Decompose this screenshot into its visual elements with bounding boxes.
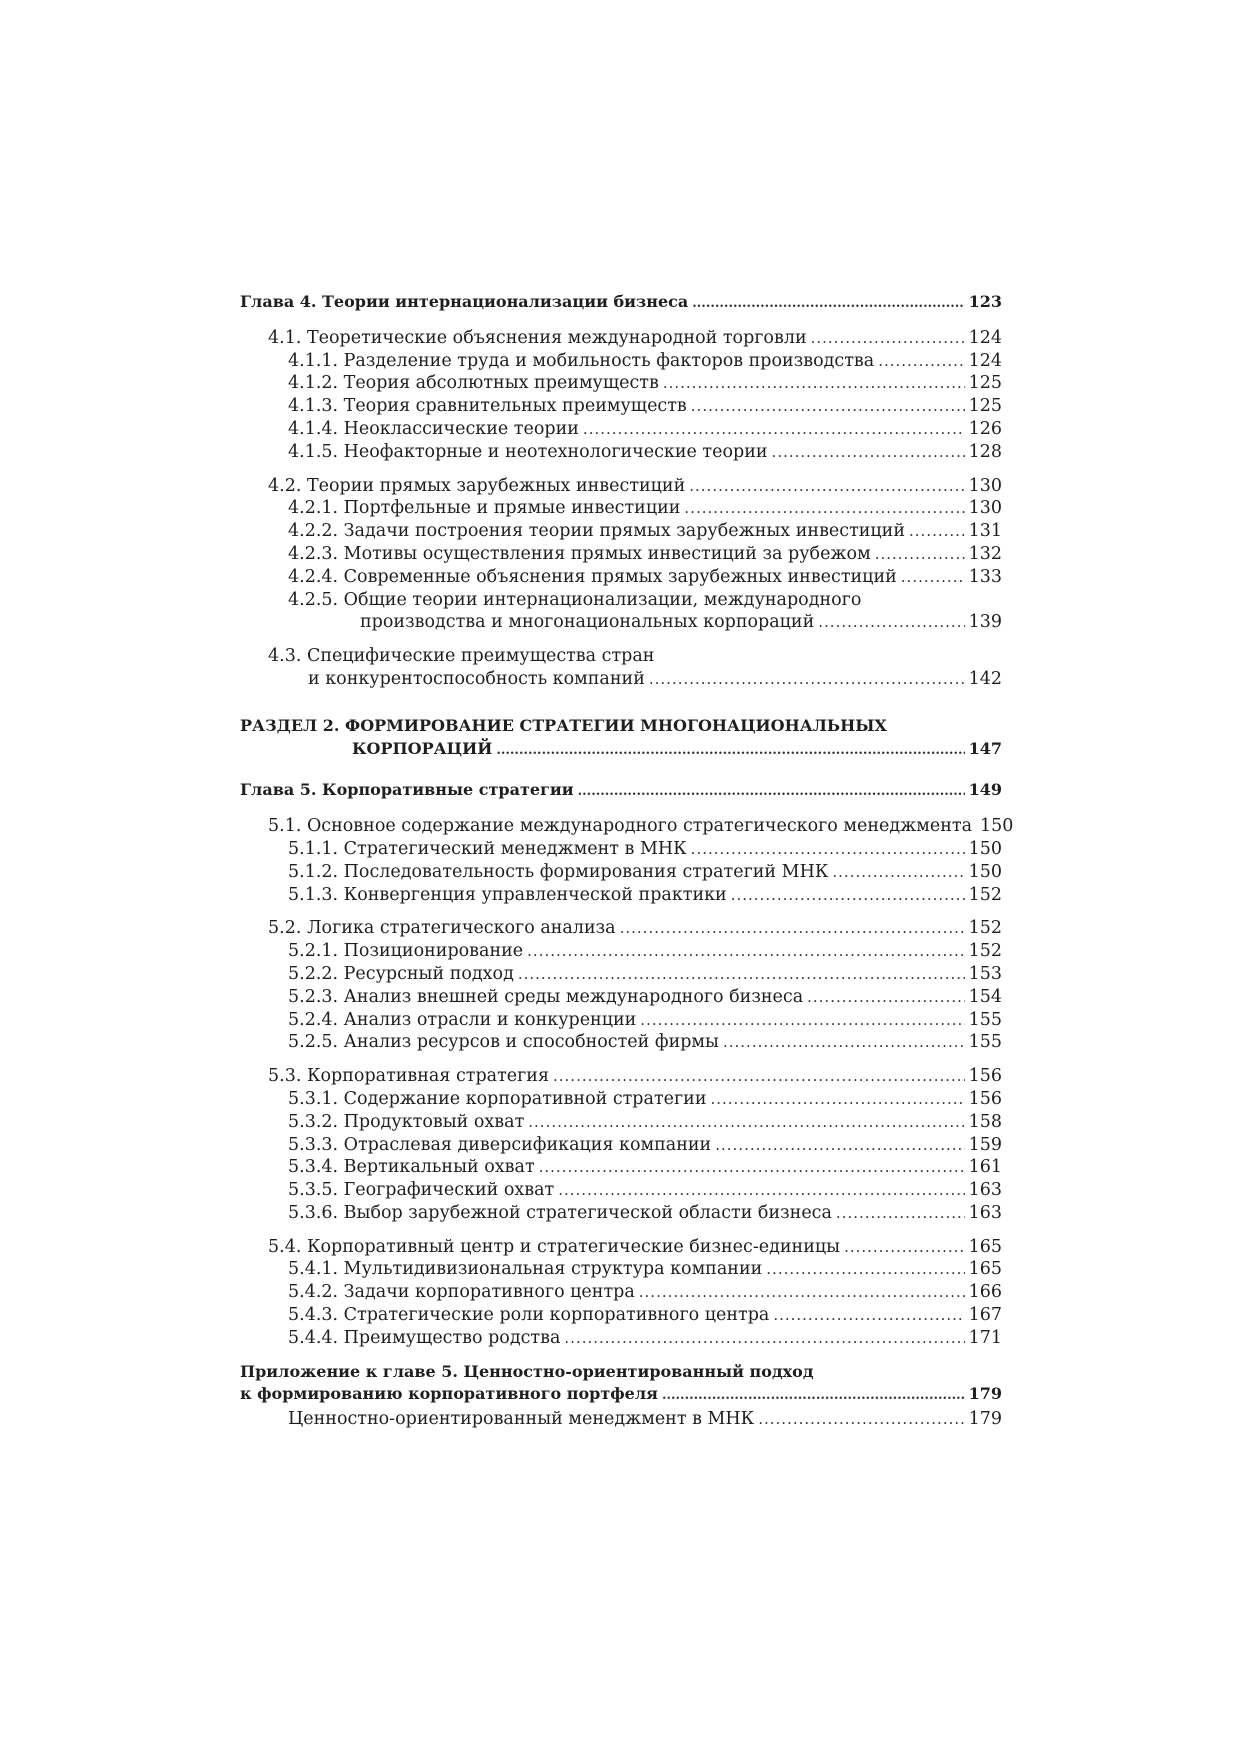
toc-entry-title: 4.1.2. Теория абсолютных преимуществ xyxy=(288,373,659,394)
toc-entry-title: к формированию корпоративного портфеля xyxy=(240,1384,658,1404)
toc-page-number: 159 xyxy=(968,1134,1002,1155)
dot-leader xyxy=(527,940,964,963)
dot-leader xyxy=(818,611,964,634)
toc-page-number: 124 xyxy=(968,327,1002,348)
dot-leader xyxy=(689,475,964,498)
toc-entry-title: 4.2.4. Современные объяснения прямых зарубежных инвестиций xyxy=(288,566,897,587)
toc-subsection-4-2-1 xyxy=(240,497,1002,520)
dot-leader xyxy=(807,986,964,1009)
toc-page-number: 124 xyxy=(968,350,1002,371)
toc-entry-title: 5.3.1. Содержание корпоративной стратегии xyxy=(288,1088,707,1109)
dot-leader xyxy=(758,1408,964,1431)
toc-entry-title: КОРПОРАЦИЙ xyxy=(352,738,493,758)
dot-leader xyxy=(496,740,964,763)
toc-subsection-5-1-1 xyxy=(240,838,1002,861)
dot-leader xyxy=(773,1304,964,1327)
toc-entry-title: Глава 4. Теории интернационализации бизнеса xyxy=(240,292,689,311)
toc-entry-title: 5.4. Корпоративный центр и стратегические бизнес-единицы xyxy=(268,1236,841,1257)
toc-subsection-4-1-5 xyxy=(240,441,1002,464)
toc-entry-title: 4.2.1. Портфельные и прямые инвестиции xyxy=(288,498,681,519)
dot-leader xyxy=(558,1179,964,1202)
toc-entry-title: производства и многонациональных корпораций xyxy=(360,612,815,633)
toc-entry-title: 5.2.5. Анализ ресурсов и способностей фирмы xyxy=(288,1032,719,1053)
toc-entry-title: 4.1. Теоретические объяснения международной торговли xyxy=(268,327,807,348)
dot-leader xyxy=(844,1236,965,1259)
dot-leader xyxy=(518,963,965,986)
toc-subsection-5-2-3 xyxy=(240,986,1002,1009)
dot-leader xyxy=(539,1156,965,1179)
dot-leader xyxy=(662,1385,965,1408)
toc-subsection-4-2-2 xyxy=(240,520,1002,543)
toc-entry-title: 5.2. Логика стратегического анализа xyxy=(268,918,616,939)
toc-page-number: 167 xyxy=(968,1305,1002,1326)
dot-leader xyxy=(620,917,965,940)
toc-entry-title: 4.2. Теории прямых зарубежных инвестиций xyxy=(268,475,686,496)
toc-page-number: 150 xyxy=(968,838,1002,859)
toc-subsection-5-3-2 xyxy=(240,1111,1002,1134)
toc-subsection-4-1-3 xyxy=(240,395,1002,418)
toc-entry-title: 5.1.3. Конвергенция управленческой практики xyxy=(288,884,727,905)
toc-subsection-4-2-4 xyxy=(240,566,1002,589)
dot-leader xyxy=(909,520,965,543)
toc-subsection-4-1-2 xyxy=(240,372,1002,395)
dot-leader xyxy=(766,1258,964,1281)
toc-entry-title: 5.2.4. Анализ отрасли и конкуренции xyxy=(288,1009,637,1030)
dot-leader xyxy=(715,1134,964,1157)
toc-appendix-5-line1: Приложение к главе 5. Ценностно-ориентированный подход xyxy=(240,1361,814,1381)
toc-subsection-5-3-3 xyxy=(240,1134,1002,1157)
toc-section-4-1 xyxy=(240,327,1002,350)
dot-leader xyxy=(691,395,965,418)
toc-page-number: 179 xyxy=(968,1409,1002,1430)
toc-subsection-5-4-2 xyxy=(240,1281,1002,1304)
dot-leader xyxy=(528,1111,964,1134)
toc-entry-title: 5.3.2. Продуктовый охват xyxy=(288,1111,525,1132)
toc-page-number: 171 xyxy=(968,1327,1002,1348)
toc-entry-title: 4.1.5. Неофакторные и неотехнологические теории xyxy=(288,441,768,462)
dot-leader xyxy=(663,372,965,395)
toc-chapter-4 xyxy=(240,291,1002,316)
toc-section-5-2 xyxy=(240,917,1002,940)
toc-subsection-5-2-1 xyxy=(240,940,1002,963)
dot-leader xyxy=(710,1088,964,1111)
dot-leader xyxy=(649,668,965,691)
toc-section-4-3 xyxy=(240,668,1002,691)
toc-part-2 xyxy=(240,738,1002,763)
dot-leader xyxy=(901,566,965,589)
toc-page-number: 150 xyxy=(968,861,1002,882)
toc-page-number: 155 xyxy=(968,1032,1002,1053)
toc-page-number: 123 xyxy=(968,292,1002,311)
toc-page-number: 163 xyxy=(968,1180,1002,1201)
toc-page-number: 179 xyxy=(968,1384,1002,1404)
toc-entry-title: 5.2.2. Ресурсный подход xyxy=(288,963,514,984)
toc-entry-title: 5.4.4. Преимущество родства xyxy=(288,1327,561,1348)
toc-page-number: 142 xyxy=(968,668,1002,689)
toc-entry-title: 5.4.2. Задачи корпоративного центра xyxy=(288,1282,635,1303)
toc-chapter-5 xyxy=(240,779,1002,804)
toc-entry-title: 4.2.3. Мотивы осуществления прямых инвестиций за рубежом xyxy=(288,543,871,564)
toc-entry-title: и конкурентоспособность компаний xyxy=(308,668,645,689)
toc-page-number: 131 xyxy=(968,521,1002,542)
toc-entry-title: 5.3.3. Отраслевая диверсификация компании xyxy=(288,1134,712,1155)
toc-subsection-5-4-3 xyxy=(240,1304,1002,1327)
dot-leader xyxy=(811,327,965,350)
dot-leader xyxy=(691,838,965,861)
toc-subsection-5-4-4 xyxy=(240,1327,1002,1350)
dot-leader xyxy=(875,543,965,566)
dot-leader xyxy=(692,293,964,316)
toc-entry-title: 5.2.3. Анализ внешней среды международного бизнеса xyxy=(288,986,804,1007)
dot-leader xyxy=(639,1281,965,1304)
toc-page-number: 130 xyxy=(968,475,1002,496)
toc-page-number: 166 xyxy=(968,1282,1002,1303)
dot-leader xyxy=(878,350,964,373)
toc-page-number: 130 xyxy=(968,498,1002,519)
toc-entry-title: 5.3.4. Вертикальный охват xyxy=(288,1157,535,1178)
toc-subsection-4-2-5 xyxy=(240,611,1002,634)
toc-entry-title: 5.3. Корпоративная стратегия xyxy=(268,1066,549,1087)
dot-leader xyxy=(553,1065,965,1088)
toc-entry-title: 4.1.4. Неоклассические теории xyxy=(288,418,579,439)
toc-entry-title: 5.1.1. Стратегический менеджмент в МНК xyxy=(288,838,687,859)
toc-subsection-5-3-1 xyxy=(240,1088,1002,1111)
toc-section-5-1 xyxy=(240,815,1014,838)
toc-page-number: 126 xyxy=(968,418,1002,439)
toc-page-number: 163 xyxy=(968,1202,1002,1223)
toc-subsection-5-1-2 xyxy=(240,861,1002,884)
toc-appendix-5 xyxy=(240,1383,1002,1408)
toc-section-5-3 xyxy=(240,1065,1002,1088)
toc-subsection-5-2-5 xyxy=(240,1031,1002,1054)
toc-page-number: 155 xyxy=(968,1009,1002,1030)
toc-entry-title: 4.1.1. Разделение труда и мобильность факторов производства xyxy=(288,350,875,371)
toc-entry-title: 5.4.1. Мультидивизиональная структура компании xyxy=(288,1259,763,1280)
toc-part-2-line1: РАЗДЕЛ 2. ФОРМИРОВАНИЕ СТРАТЕГИИ МНОГОНАЦИОНАЛЬНЫХ xyxy=(240,715,887,735)
dot-leader xyxy=(640,1009,964,1032)
dot-leader xyxy=(684,497,964,520)
toc-subsection-4-1-1 xyxy=(240,350,1002,373)
toc-page-number: 128 xyxy=(968,441,1002,462)
toc-page-number: 152 xyxy=(968,918,1002,939)
dot-leader xyxy=(836,1202,965,1225)
dot-leader xyxy=(564,1327,964,1350)
toc-subsection-4-2-5-line1: 4.2.5. Общие теории интернационализации, международного xyxy=(288,589,862,610)
toc-page-number: 125 xyxy=(968,373,1002,394)
dot-leader xyxy=(578,781,965,804)
toc-appendix-5-item xyxy=(240,1408,1002,1431)
toc-subsection-5-3-5 xyxy=(240,1179,1002,1202)
toc-entry-title: Глава 5. Корпоративные стратегии xyxy=(240,780,574,800)
toc-entry-title: 5.3.6. Выбор зарубежной стратегической области бизнеса xyxy=(288,1202,832,1223)
toc-subsection-5-1-3 xyxy=(240,884,1002,907)
toc-page-number: 165 xyxy=(968,1259,1002,1280)
toc-page-number: 152 xyxy=(968,884,1002,905)
toc-page-number: 156 xyxy=(968,1088,1002,1109)
dot-leader xyxy=(832,861,964,884)
toc-subsection-5-2-4 xyxy=(240,1009,1002,1032)
dot-leader xyxy=(723,1031,965,1054)
toc-subsection-4-1-4 xyxy=(240,418,1002,441)
toc-page-number: 156 xyxy=(968,1066,1002,1087)
toc-page-number: 150 xyxy=(980,816,1014,837)
toc-entry-title: 5.1.2. Последовательность формирования стратегий МНК xyxy=(288,861,829,882)
toc-section-4-2 xyxy=(240,475,1002,498)
toc-entry-title: Ценностно-ориентированный менеджмент в МНК xyxy=(288,1409,755,1430)
toc-subsection-5-4-1 xyxy=(240,1258,1002,1281)
toc-page-number: 152 xyxy=(968,941,1002,962)
toc-page-number: 158 xyxy=(968,1111,1002,1132)
toc-page-number: 125 xyxy=(968,396,1002,417)
toc-entry-title: 5.3.5. Географический охват xyxy=(288,1180,555,1201)
toc-page-number: 165 xyxy=(968,1236,1002,1257)
dot-leader xyxy=(731,884,965,907)
dot-leader xyxy=(583,418,965,441)
toc-section-4-3-line1: 4.3. Специфические преимущества стран xyxy=(268,646,655,667)
toc-entry-title: 4.1.3. Теория сравнительных преимуществ xyxy=(288,396,687,417)
table-of-contents xyxy=(240,291,1014,1431)
toc-page-number: 154 xyxy=(968,986,1002,1007)
toc-entry-title: 5.1. Основное содержание международного стратегического менеджмента xyxy=(268,816,973,837)
toc-subsection-5-2-2 xyxy=(240,963,1002,986)
toc-page-number: 161 xyxy=(968,1157,1002,1178)
toc-entry-title: 5.4.3. Стратегические роли корпоративного центра xyxy=(288,1305,770,1326)
toc-entry-title: 5.2.1. Позиционирование xyxy=(288,941,524,962)
toc-entry-title: 4.2.2. Задачи построения теории прямых зарубежных инвестиций xyxy=(288,521,906,542)
toc-subsection-5-3-6 xyxy=(240,1202,1002,1225)
dot-leader xyxy=(772,441,965,464)
toc-page-number: 132 xyxy=(968,543,1002,564)
toc-page-number: 147 xyxy=(968,738,1002,758)
toc-page-number: 153 xyxy=(968,963,1002,984)
toc-subsection-4-2-3 xyxy=(240,543,1002,566)
toc-page-number: 149 xyxy=(968,780,1002,800)
toc-page-number: 133 xyxy=(968,566,1002,587)
toc-section-5-4 xyxy=(240,1236,1002,1259)
toc-page-number: 139 xyxy=(968,612,1002,633)
toc-subsection-5-3-4 xyxy=(240,1156,1002,1179)
